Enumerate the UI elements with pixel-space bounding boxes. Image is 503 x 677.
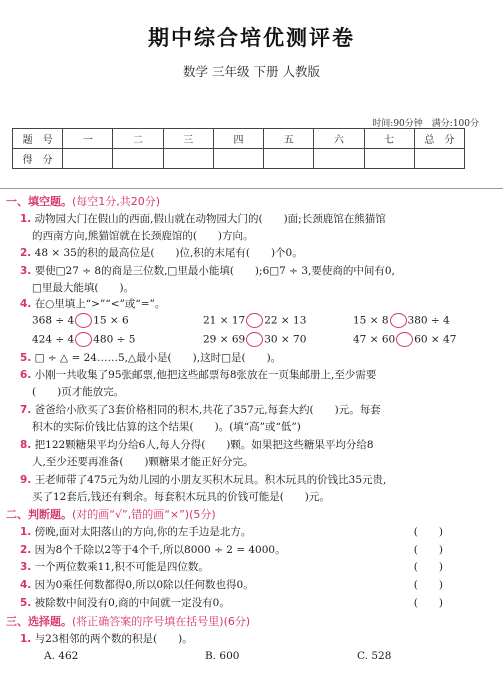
choice-question-1: 1. 与23相邻的两个数的积是( )。 <box>20 633 193 645</box>
answer-paren[interactable]: ( ) <box>413 544 443 556</box>
header-cell: 六 <box>314 129 364 149</box>
score-table <box>12 128 465 169</box>
question-7-line-2: 积木的实际价钱比估算的这个结果( )。(填“高”或“低”) <box>32 421 301 433</box>
score-table-header-row <box>13 129 465 149</box>
compare-item: 368 ÷ 4 15 × 6 <box>32 314 129 327</box>
compare-item: 424 ÷ 4 480 ÷ 5 <box>32 333 136 346</box>
section-choice-header: 三、选择题。(将正确答案的序号填在括号里)(6分) <box>6 615 251 628</box>
answer-paren[interactable]: ( ) <box>413 597 443 609</box>
compare-circle[interactable] <box>396 332 413 347</box>
judge-item-5: 5. 被除数中间没有0,商的中间就一定没有0。 <box>20 597 230 609</box>
answer-paren[interactable]: ( ) <box>413 579 443 591</box>
judge-item-3: 3. 一个两位数乘11,积不可能是四位数。 <box>20 561 209 573</box>
compare-circle[interactable] <box>246 332 263 347</box>
score-cell[interactable] <box>314 149 364 169</box>
question-1-line-2: 的西南方向,熊猫馆就在长颈鹿馆的( )方向。 <box>32 230 254 242</box>
question-3-line-2: □里最大能填( )。 <box>32 282 135 294</box>
header-cell: 总 分 <box>414 129 464 149</box>
score-cell[interactable] <box>113 149 163 169</box>
exam-meta: 时间:90分钟 满分:100分 <box>372 119 479 129</box>
page-subtitle: 数学 三年级 下册 人教版 <box>183 64 320 79</box>
choice-option-a[interactable]: A. 462 <box>44 650 79 662</box>
compare-circle[interactable] <box>390 313 407 328</box>
compare-item: 15 × 8 380 ÷ 4 <box>353 314 450 327</box>
answer-paren[interactable]: ( ) <box>413 561 443 573</box>
question-5: 5. □ ÷ △ = 24……5,△最小是( ),这时□是( )。 <box>20 352 282 364</box>
page-title: 期中综合培优测评卷 <box>148 26 355 50</box>
judge-item-2: 2. 因为8个千除以2等于4个千,所以8000 ÷ 2 = 4000。 <box>20 544 286 556</box>
section-fill-blank-header: 一、填空题。(每空1分,共20分) <box>6 195 161 208</box>
header-cell: 一 <box>63 129 113 149</box>
question-1-line-1: 1. 动物园大门在假山的西面,假山就在动物园大门的( )面;长颈鹿馆在熊猫馆 <box>20 213 386 225</box>
compare-item: 29 × 69 30 × 70 <box>203 333 307 346</box>
compare-circle[interactable] <box>75 332 92 347</box>
judge-item-4: 4. 因为0乘任何数都得0,所以0除以任何数也得0。 <box>20 579 254 591</box>
score-cell[interactable] <box>213 149 263 169</box>
question-6-line-2: ( )页才能放完。 <box>32 386 125 398</box>
divider <box>0 188 503 189</box>
compare-item: 21 × 17 22 × 13 <box>203 314 307 327</box>
score-cell[interactable] <box>364 149 414 169</box>
score-cell[interactable] <box>163 149 213 169</box>
header-cell: 三 <box>163 129 213 149</box>
question-9-line-2: 买了12套后,钱还有剩余。每套积木玩具的价钱可能是( )元。 <box>32 491 330 503</box>
score-cell[interactable] <box>63 149 113 169</box>
compare-circle[interactable] <box>75 313 92 328</box>
question-3-line-1: 3. 要使□27 ÷ 8的商是三位数,□里最小能填( );6□7 ÷ 3,要使商的中间有0, <box>20 265 395 277</box>
score-cell[interactable] <box>264 149 314 169</box>
compare-item: 47 × 60 60 × 47 <box>353 333 457 346</box>
header-cell: 四 <box>213 129 263 149</box>
question-8-line-1: 8. 把122颗糖果平均分给6人,每人分得( )颗。如果把这些糖果平均分给8 <box>20 439 374 451</box>
question-2: 2. 48 × 35的积的最高位是( )位,积的末尾有( )个0。 <box>20 247 303 259</box>
question-4: 4. 在○里填上“>”“<”或“=”。 <box>20 298 166 310</box>
compare-circle[interactable] <box>246 313 263 328</box>
header-cell: 七 <box>364 129 414 149</box>
choice-option-b[interactable]: B. 600 <box>205 650 240 662</box>
judge-item-1: 1. 傍晚,面对太阳落山的方向,你的左手边是北方。 <box>20 526 252 538</box>
section-true-false-header: 二、判断题。(对的画“√”,错的画“×”)(5分) <box>6 508 216 521</box>
header-cell: 题 号 <box>13 129 63 149</box>
score-table-score-row <box>13 149 465 169</box>
header-cell: 五 <box>264 129 314 149</box>
question-7-line-1: 7. 爸爸给小欣买了3套价格相同的积木,共花了357元,每套大约( )元。每套 <box>20 404 381 416</box>
score-label: 得 分 <box>13 149 63 169</box>
answer-paren[interactable]: ( ) <box>413 526 443 538</box>
question-9-line-1: 9. 王老师带了475元为幼儿园的小朋友买积木玩具。积木玩具的价钱比35元贵, <box>20 474 387 486</box>
question-6-line-1: 6. 小刚一共收集了95张邮票,他把这些邮票每8张放在一页集邮册上,至少需要 <box>20 369 377 381</box>
score-cell[interactable] <box>414 149 464 169</box>
header-cell: 二 <box>113 129 163 149</box>
choice-option-c[interactable]: C. 528 <box>357 650 392 662</box>
question-8-line-2: 人,至少还要再准备( )颗糖果才能正好分完。 <box>32 456 254 468</box>
